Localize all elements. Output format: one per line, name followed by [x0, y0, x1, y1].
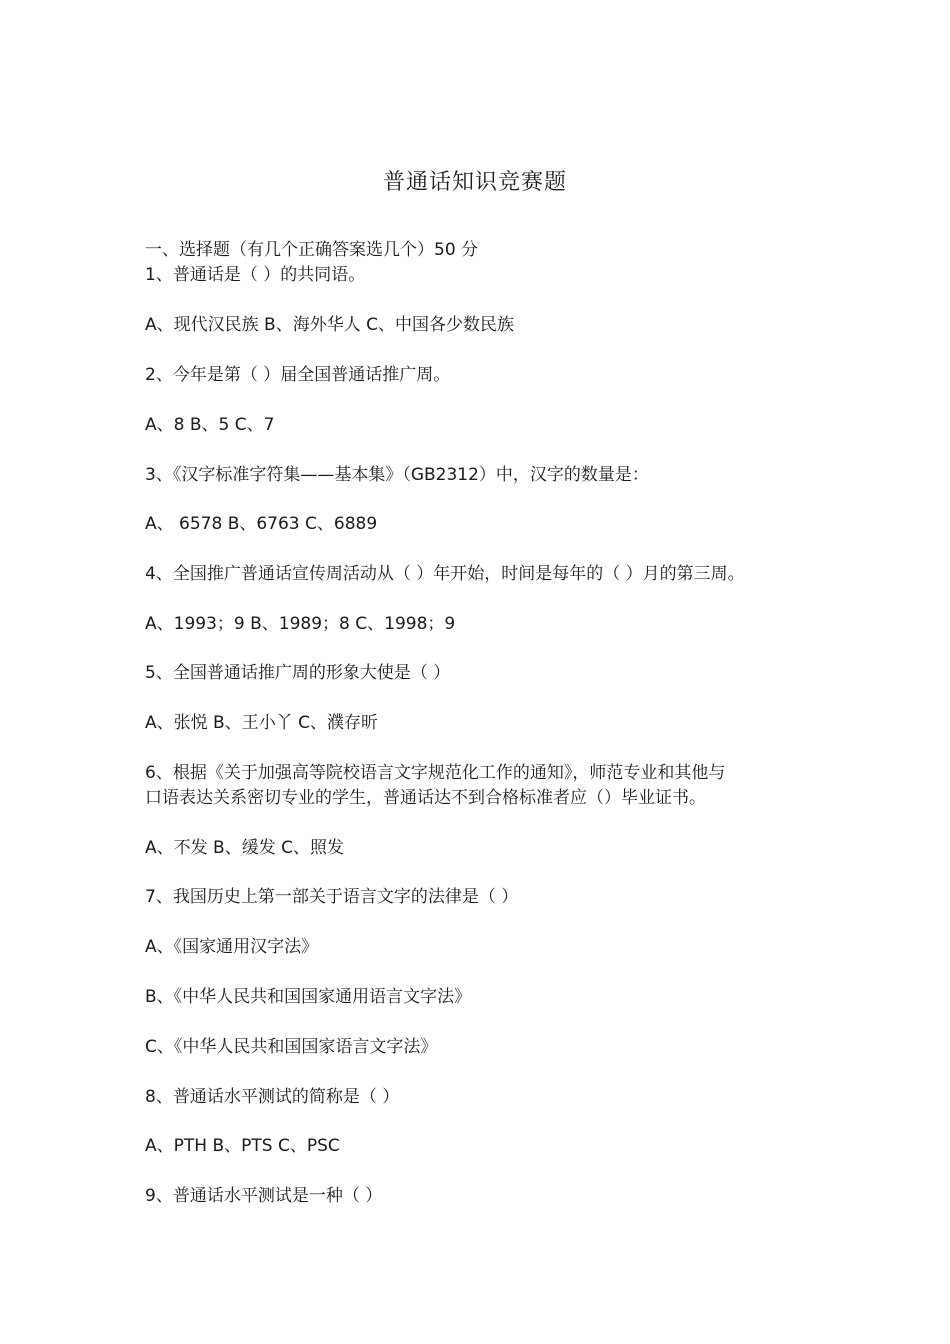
question-8: 8、普通话水平测试的简称是（ ）: [145, 1087, 400, 1107]
question-5: 5、全国普通话推广周的形象大使是（ ）: [145, 663, 451, 683]
question-6-options: A、不发 B、缓发 C、照发: [145, 838, 344, 858]
question-4: 4、全国推广普通话宣传周活动从（ ）年开始，时间是每年的（ ）月的第三周。: [145, 564, 745, 584]
question-3-options: A、 6578 B、6763 C、6889: [145, 514, 378, 534]
question-2-options: A、8 B、5 C、7: [145, 415, 275, 435]
question-1-options: A、现代汉民族 B、海外华人 C、中国各少数民族: [145, 315, 514, 335]
question-6-line-1: 6、根据《关于加强高等院校语言文字规范化工作的通知》，师范专业和其他与: [145, 763, 726, 783]
page-title: 普通话知识竞赛题: [382, 170, 567, 195]
question-8-options: A、PTH B、PTS C、PSC: [145, 1136, 340, 1156]
question-9: 9、普通话水平测试是一种（ ）: [145, 1186, 383, 1206]
question-3: 3、《汉字标准字符集——基本集》（GB2312）中，汉字的数量是：: [145, 465, 649, 485]
question-4-options: A、1993；9 B、1989；8 C、1998；9: [145, 614, 456, 634]
question-1: 1、普通话是（ ）的共同语。: [145, 265, 366, 285]
section-heading: 一、选择题（有几个正确答案选几个）50 分: [145, 240, 479, 260]
question-6-line-2: 口语表达关系密切专业的学生，普通话达不到合格标准者应（）毕业证书。: [145, 788, 706, 808]
question-7-option-b: B、《中华人民共和国国家通用语言文字法》: [145, 987, 472, 1007]
question-7: 7、我国历史上第一部关于语言文字的法律是（ ）: [145, 887, 519, 907]
question-2: 2、今年是第（ ）届全国普通话推广周。: [145, 365, 451, 385]
question-7-option-c: C、《中华人民共和国国家语言文字法》: [145, 1037, 438, 1057]
question-5-options: A、张悦 B、王小丫 C、濮存昕: [145, 713, 378, 733]
question-7-option-a: A、《国家通用汉字法》: [145, 937, 319, 957]
